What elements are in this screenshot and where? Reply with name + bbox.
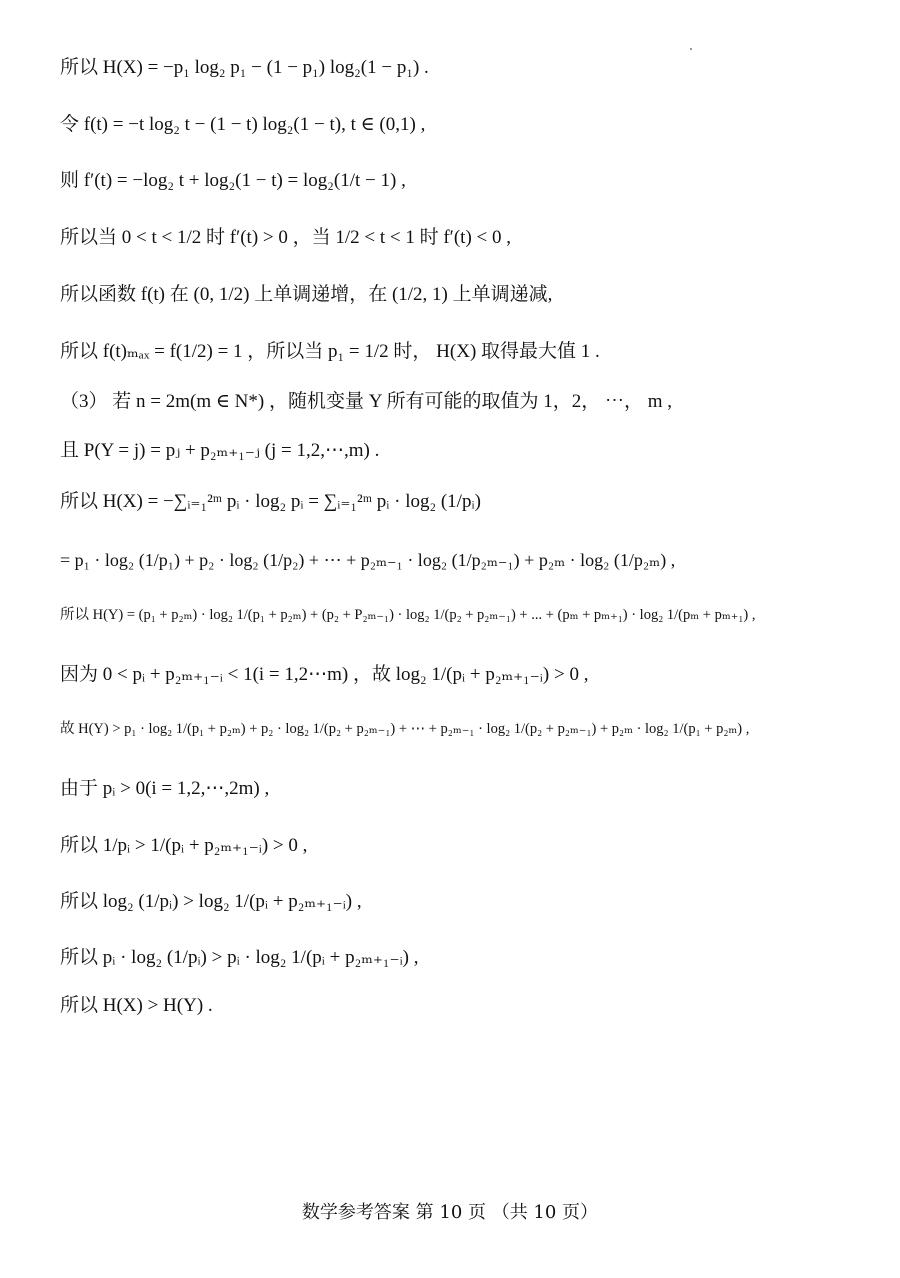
page-footer: 数学参考答案 第 10 页 （共 10 页） — [301, 1202, 599, 1223]
solution-line: 所以 H(X) = −∑ᵢ₌₁²ᵐ pᵢ · log₂ pᵢ = ∑ᵢ₌₁²ᵐ pᵢ · log₂ (1/pᵢ) — [60, 491, 481, 512]
solution-line: = p₁ · log₂ (1/p₁) + p₂ · log₂ (1/p₂) + ⋯ + p₂ₘ₋₁ · log₂ (1/p₂ₘ₋₁) + p₂ₘ · log₂ (1/p₂ₘ) , — [60, 550, 676, 570]
solution-line: 所以函数 f(t) 在 (0, 1/2) 上单调递增，在 (1/2, 1) 上单调递减, — [60, 284, 553, 305]
solution-line: 且 P(Y = j) = pⱼ + p₂ₘ₊₁₋ⱼ (j = 1,2,⋯,m) . — [60, 440, 380, 461]
solution-line: 所以 1/pᵢ > 1/(pᵢ + p₂ₘ₊₁₋ᵢ) > 0 , — [60, 835, 308, 856]
solution-line: 由于 pᵢ > 0(i = 1,2,⋯,2m) , — [60, 778, 270, 799]
solution-line: 所以 H(X) = −p₁ log₂ p₁ − (1 − p₁) log₂(1 − p₁) . — [60, 57, 429, 78]
scan-dot — [690, 48, 692, 50]
solution-line: （3） 若 n = 2m(m ∈ N*) ，随机变量 Y 所有可能的取值为 1，2， ⋯， m , — [60, 391, 673, 412]
solution-line: 故 H(Y) > p₁ · log₂ 1/(p₁ + p₂ₘ) + p₂ · log₂ 1/(p₂ + p₂ₘ₋₁) + ⋯ + p₂ₘ₋₁ · log₂ 1/(p₂ + p₂ₘ₋₁) + p₂ₘ · log₂ 1/(p₁ + p₂ₘ) , — [60, 721, 750, 737]
solution-line: 则 f′(t) = −log₂ t + log₂(1 − t) = log₂(1/t − 1) , — [60, 170, 406, 191]
solution-line: 因为 0 < pᵢ + p₂ₘ₊₁₋ᵢ < 1(i = 1,2⋯m) ，故 log₂ 1/(pᵢ + p₂ₘ₊₁₋ᵢ) > 0 , — [60, 664, 589, 685]
solution-line: 所以 log₂ (1/pᵢ) > log₂ 1/(pᵢ + p₂ₘ₊₁₋ᵢ) , — [60, 891, 362, 912]
solution-line: 所以 pᵢ · log₂ (1/pᵢ) > pᵢ · log₂ 1/(pᵢ + p₂ₘ₊₁₋ᵢ) , — [60, 947, 419, 968]
solution-line: 所以当 0 < t < 1/2 时 f′(t) > 0 ，当 1/2 < t < 1 时 f′(t) < 0 , — [60, 227, 511, 248]
solution-line: 所以 H(X) > H(Y) . — [60, 995, 213, 1016]
solution-line: 所以 H(Y) = (p₁ + p₂ₘ) · log₂ 1/(p₁ + p₂ₘ) + (p₂ + P₂ₘ₋₁) · log₂ 1/(p₂ + p₂ₘ₋₁) + ... + (pₘ + pₘ₊₁) · log₂ 1/(pₘ + pₘ₊₁) , — [60, 607, 756, 623]
solution-line: 所以 f(t)ₘₐₓ = f(1/2) = 1 ，所以当 p₁ = 1/2 时， H(X) 取得最大值 1 . — [60, 341, 600, 362]
solution-line: 令 f(t) = −t log₂ t − (1 − t) log₂(1 − t), t ∈ (0,1) , — [60, 114, 426, 135]
